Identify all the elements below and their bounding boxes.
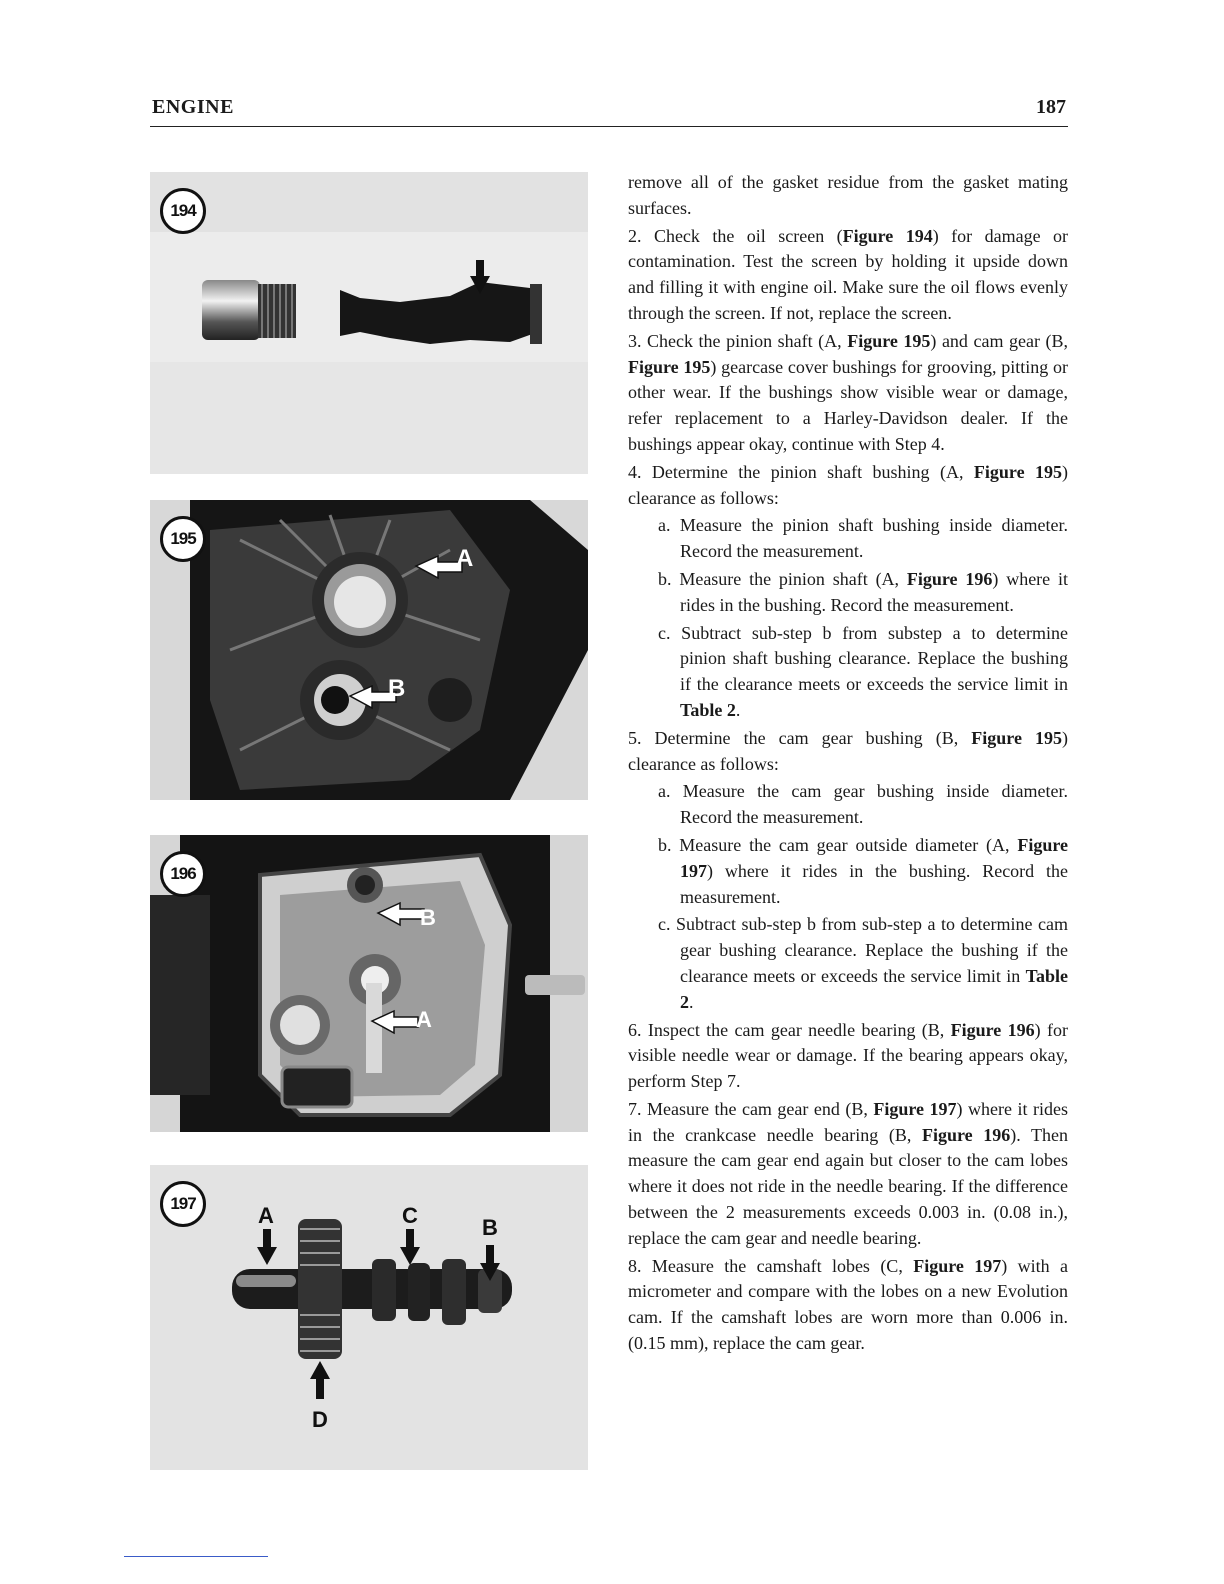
sub-step-paragraph bbox=[628, 779, 1068, 831]
text-run: ) where it rides in the bushing. Record the measurement. bbox=[680, 860, 1068, 907]
text-run: remove all of the gasket residue from the gasket mating surfaces. bbox=[628, 172, 1068, 218]
step-paragraph bbox=[628, 460, 1068, 512]
text-run: ) gearcase cover bushings for grooving, pitting or other wear. If the bushings show visible wear or damage, refer replacement to a Harley-Davidson dealer. If the bushings appear okay, continue with Step 4. bbox=[628, 356, 1068, 454]
figure-reference: Figure 195 bbox=[971, 727, 1062, 748]
step-paragraph bbox=[628, 329, 1068, 458]
figure-194-image bbox=[150, 172, 588, 474]
figure-reference: Figure 195 bbox=[973, 461, 1062, 482]
text-run: c. Subtract sub-step b from sub-step a to determine cam gear bushing clearance. Replace the bushing if the clearance meets or exceeds the service limit in bbox=[658, 914, 1068, 986]
figure-reference: Figure 197 bbox=[913, 1255, 1002, 1276]
text-run: c. Subtract sub-step b from substep a to determine pinion shaft bushing clearance. Replace the bushing if the clearance meets or exceeds the service limit in bbox=[658, 622, 1068, 695]
instruction-text bbox=[628, 170, 1068, 1359]
figure-reference: Figure 195 bbox=[847, 330, 931, 351]
text-run: 4. Determine the pinion shaft bushing (A, bbox=[628, 461, 974, 482]
page-header bbox=[150, 96, 1068, 127]
step-paragraph bbox=[628, 170, 1068, 222]
text-run: 8. Measure the camshaft lobes (C, bbox=[628, 1255, 914, 1276]
figure-196-crankcase-photo bbox=[150, 835, 588, 1132]
text-run: b. Measure the pinion shaft (A, bbox=[658, 568, 907, 589]
figure-195-label-b: B bbox=[388, 675, 406, 702]
step-paragraph bbox=[628, 224, 1068, 327]
text-run: b. Measure the cam gear outside diameter (A, bbox=[658, 834, 1018, 855]
text-run: ). Then measure the cam gear end again but closer to the cam lobes where it does not ride in the needle bearing. If the difference between the 2 measurements exceeds 0.003 in. (0.08 in.), replace the cam gear and needle bearing. bbox=[628, 1124, 1068, 1248]
step-paragraph bbox=[628, 1254, 1068, 1357]
figure-reference: Figure 195 bbox=[628, 356, 711, 377]
text-run: ) for damage or contamination. Test the screen by holding it upside down and filling it with engine oil. Make sure the oil flows evenly through the screen. If not, replace the screen. bbox=[628, 225, 1068, 323]
footnote-rule bbox=[124, 1556, 268, 1557]
text-run: a. Measure the cam gear bushing inside diameter. Record the measurement. bbox=[658, 781, 1068, 828]
text-run: ) where it rides in the bushing. Record the measurement. bbox=[680, 568, 1068, 615]
text-run: 3. Check the pinion shaft (A, bbox=[628, 330, 848, 351]
page-number: 187 bbox=[1036, 96, 1066, 118]
text-run: ) and cam gear (B, bbox=[930, 330, 1068, 351]
text-run: ) with a micrometer and compare with the lobes on a new Evolution cam. If the camshaft lobes are worn more than 0.006 in. (0.15 mm), replace the cam gear. bbox=[628, 1255, 1068, 1354]
figure-196-label-a: A bbox=[416, 1007, 432, 1032]
figure-reference: Table 2 bbox=[680, 699, 736, 720]
figure-197-image bbox=[150, 1165, 588, 1470]
text-run: ) clearance as follows: bbox=[628, 727, 1068, 774]
text-run: 5. Determine the cam gear bushing (B, bbox=[628, 727, 972, 748]
figure-196-label-b: B bbox=[420, 905, 436, 930]
figure-reference: Figure 197 bbox=[873, 1098, 957, 1119]
figure-reference: Figure 197 bbox=[680, 834, 1068, 881]
figure-197-label-b: B bbox=[482, 1215, 498, 1240]
figure-195-image bbox=[150, 500, 588, 800]
sub-step-paragraph bbox=[628, 621, 1068, 724]
step-paragraph bbox=[628, 1097, 1068, 1252]
sub-step-paragraph bbox=[628, 912, 1068, 1015]
text-run: 7. Measure the cam gear end (B, bbox=[628, 1098, 874, 1119]
figure-reference: Table 2 bbox=[680, 965, 1068, 1012]
text-run: ) where it rides in the crankcase needle bearing (B, bbox=[628, 1098, 1068, 1145]
step-paragraph bbox=[628, 726, 1068, 778]
text-run: a. Measure the pinion shaft bushing inside diameter. Record the measurement. bbox=[658, 515, 1068, 562]
sub-step-paragraph bbox=[628, 833, 1068, 910]
sub-step-paragraph bbox=[628, 513, 1068, 565]
figure-194-oil-screen-photo bbox=[150, 172, 588, 474]
text-run: ) for visible needle wear or damage. If the bearing appears okay, perform Step 7. bbox=[628, 1019, 1068, 1092]
text-run: 2. Check the oil screen ( bbox=[628, 225, 843, 246]
figure-reference: Figure 196 bbox=[906, 568, 993, 589]
section-title: ENGINE bbox=[152, 96, 234, 118]
figure-reference: Figure 196 bbox=[921, 1124, 1011, 1145]
figure-reference: Figure 196 bbox=[950, 1019, 1035, 1040]
figure-197-number: 197 bbox=[160, 1181, 206, 1227]
text-run: . bbox=[735, 699, 741, 720]
text-run: . bbox=[689, 991, 694, 1012]
figure-196-image bbox=[150, 835, 588, 1132]
text-run: 6. Inspect the cam gear needle bearing (B, bbox=[628, 1019, 951, 1040]
figure-197-label-d: D bbox=[312, 1407, 328, 1432]
figure-197-label-a: A bbox=[258, 1203, 274, 1228]
figure-197-label-c: C bbox=[402, 1203, 418, 1228]
figure-195-number: 195 bbox=[160, 516, 206, 562]
sub-step-paragraph bbox=[628, 567, 1068, 619]
text-run: ) clearance as follows: bbox=[628, 461, 1068, 508]
step-paragraph bbox=[628, 1018, 1068, 1095]
figure-reference: Figure 194 bbox=[842, 225, 933, 246]
figure-197-cam-gear-photo bbox=[150, 1165, 588, 1470]
figure-194-number: 194 bbox=[160, 188, 206, 234]
figure-195-label-a: A bbox=[456, 545, 474, 572]
figure-196-number: 196 bbox=[160, 851, 206, 897]
figure-195-gearcase-cover-photo bbox=[150, 500, 588, 800]
